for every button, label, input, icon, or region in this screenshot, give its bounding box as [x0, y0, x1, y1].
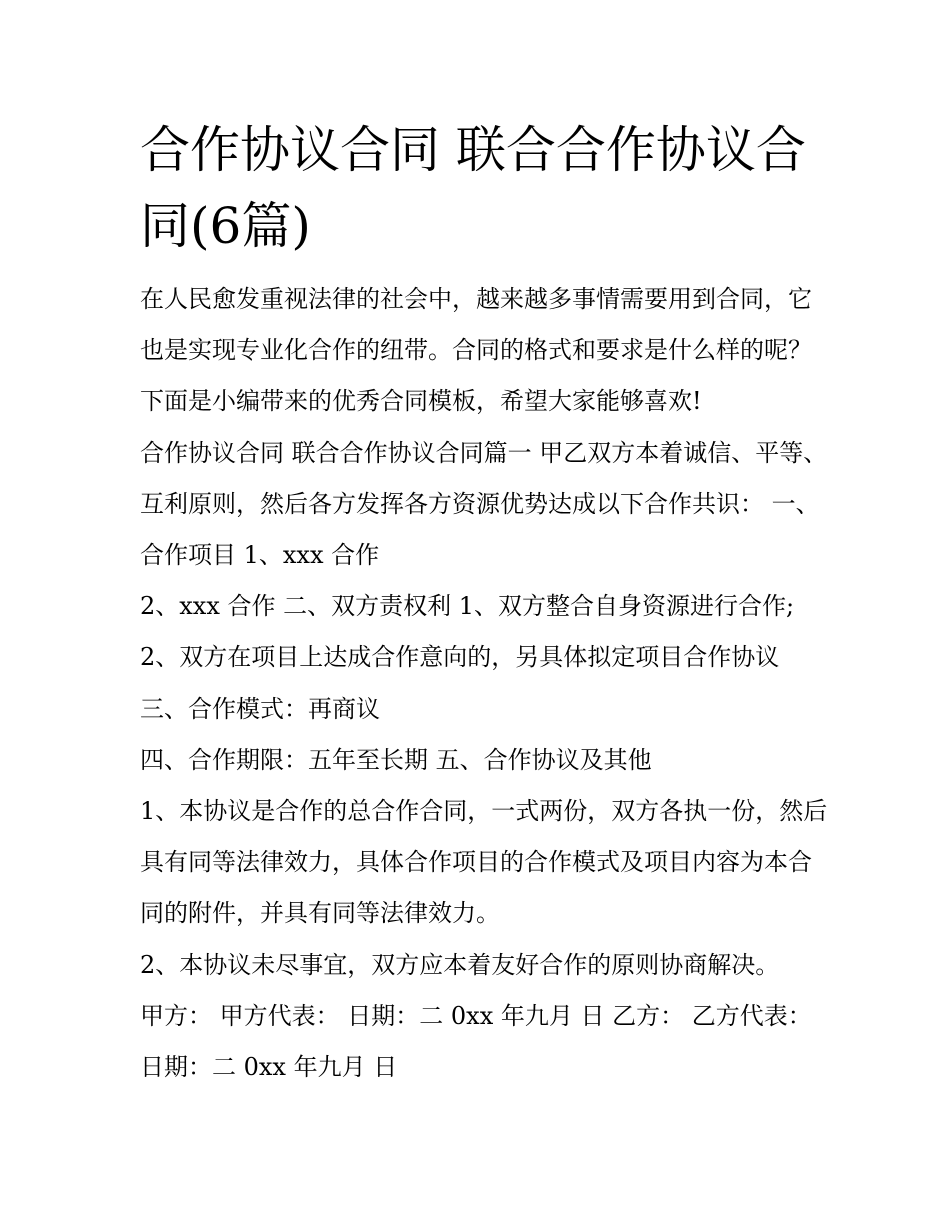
paragraph-item-2-rights: 2、xxx 合作 二、双方责权利 1、双方整合自身资源进行合作;	[140, 592, 795, 621]
paragraph-article-one: 合作协议合同 联合合作协议合同篇一 甲乙双方本着诚信、平等、互利原则，然后各方发挥各方资源优势达成以下合作共识： 一、合作项目 1、xxx 合作	[140, 438, 828, 570]
paragraph-intro: 在人民愈发重视法律的社会中，越来越多事情需要用到合同，它也是实现专业化合作的纽带。合同的格式和要求是什么样的呢？下面是小编带来的优秀合同模板，希望大家能够喜欢!	[140, 285, 812, 416]
paragraph-signatures: 甲方： 甲方代表： 日期：二 0xx 年九月 日 乙方： 乙方代表： 日期：二 0xx 年九月 日	[140, 1001, 812, 1082]
document-title: 合作协议合同 联合合作协议合同(6篇)	[140, 121, 806, 255]
paragraph-clause-1: 1、本协议是合作的总合作合同，一式两份，双方各执一份，然后具有同等法律效力，具体合作项目的合作模式及项目内容为本合同的附件，并具有同等法律效力。	[140, 797, 828, 928]
paragraph-cooperation-term: 四、合作期限：五年至长期 五、合作协议及其他	[140, 745, 652, 774]
paragraph-item-2-agreement: 2、双方在项目上达成合作意向的，另具体拟定项目合作协议	[140, 643, 780, 672]
document-body	[140, 274, 830, 1093]
paragraph-clause-2: 2、本协议未尽事宜，双方应本着友好合作的原则协商解决。	[140, 950, 780, 979]
paragraph-cooperation-mode: 三、合作模式：再商议	[140, 694, 380, 723]
